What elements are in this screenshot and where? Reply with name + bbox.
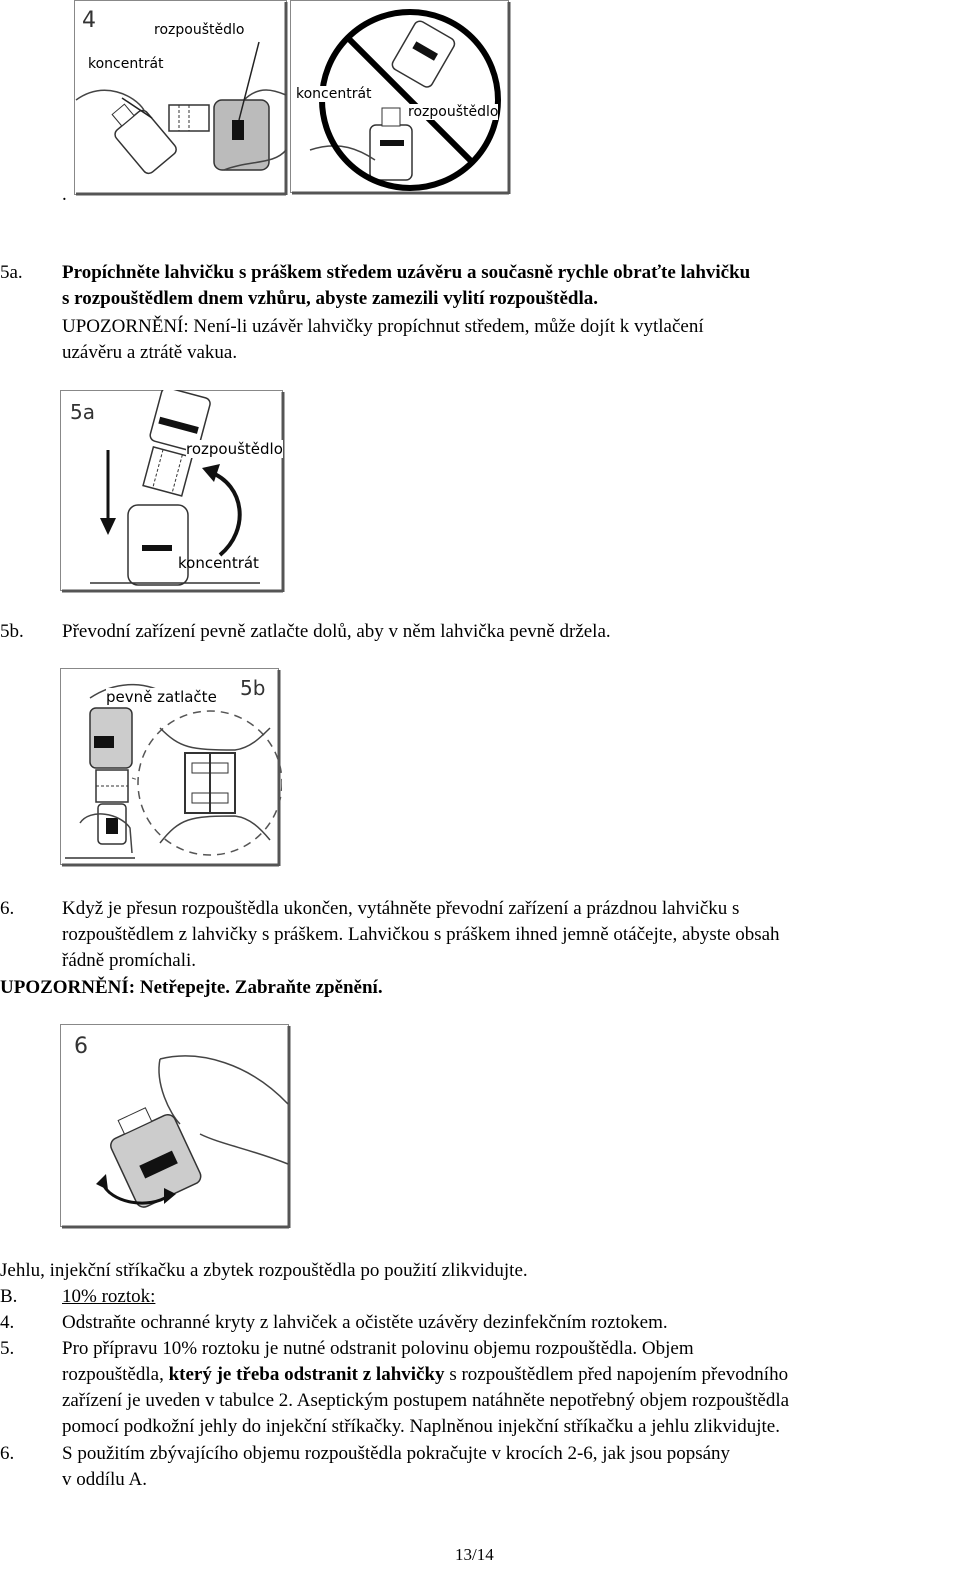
label-solvent: rozpouštědlo [408, 104, 499, 120]
step-text-part: rozpouštědla, [62, 1364, 169, 1385]
step-text-part: s rozpouštědlem před napojením převodního [444, 1364, 789, 1385]
figure-label: pevně zatlačte [106, 688, 217, 706]
step-text-line: zařízení je uveden v tabulce 2. Aseptickým postupem natáhněte nepotřebný objem rozpouštědla [62, 1390, 790, 1411]
step-text-line: S použitím zbývajícího objemu rozpouštědla pokračujte v krocích 2-6, jak jsou popsány [62, 1443, 731, 1464]
step-number: 5b. [0, 621, 24, 642]
label-concentrate: koncentrát [296, 86, 372, 102]
step-text-line: pomocí podkožní jehly do injekční stříkačky. Naplněnou injekční stříkačku a jehlu zlikvidujte. [62, 1416, 780, 1437]
step-text: Převodní zařízení pevně zatlačte dolů, aby v něm lahvička pevně držela. [62, 621, 611, 642]
dispose-instruction: Jehlu, injekční stříkačku a zbytek rozpouštědla po použití zlikvidujte. [0, 1260, 528, 1281]
label-concentrate: koncentrát [88, 56, 164, 72]
figure-4-illustration [74, 0, 288, 196]
label-solvent: rozpouštědlo [154, 22, 245, 38]
warning-text-line: uzávěru a ztrátě vakua. [62, 342, 238, 363]
step-text-line: Propíchněte lahvičku s práškem středem uzávěru a současně rychle obraťte lahvičku [62, 262, 751, 283]
step-number: 5. [0, 1338, 15, 1359]
step-text-line: v oddílu A. [62, 1469, 147, 1490]
step-text-line: Pro přípravu 10% roztoku je nutné odstranit polovinu objemu rozpouštědla. Objem [62, 1338, 694, 1359]
step-text-line: rozpouštědlem z lahvičky s práškem. Lahvičkou s práškem ihned jemně otáčejte, abyste obsah [62, 924, 780, 945]
warning-text-line: UPOZORNĚNÍ: Není-li uzávěr lahvičky propíchnut středem, může dojít k vytlačení [62, 316, 704, 337]
figure-5a-illustration [60, 390, 286, 594]
step-number: 4. [0, 1312, 15, 1333]
step-text-line: s rozpouštědlem dnem vzhůru, abyste zamezili vylití rozpouštědla. [62, 288, 599, 309]
stray-dot: . [62, 184, 67, 205]
warning-text: UPOZORNĚNÍ: Netřepejte. Zabraňte zpěnění. [0, 977, 383, 998]
figure-prohibited-illustration [290, 0, 512, 196]
step-number: 6. [0, 898, 15, 919]
step-text: Odstraňte ochranné kryty z lahviček a očistěte uzávěry dezinfekčním roztokem. [62, 1312, 668, 1333]
step-text-line: řádně promíchali. [62, 950, 197, 971]
step-number: 5a. [0, 262, 23, 283]
figure-number: 6 [74, 1034, 88, 1059]
figure-6-illustration [60, 1024, 292, 1230]
step-number: 6. [0, 1443, 15, 1464]
step-text-line [62, 1362, 788, 1388]
figure-number: 5b [240, 676, 266, 700]
figure-number: 5a [70, 400, 95, 424]
figure-5b-illustration [60, 668, 282, 868]
figure-number: 4 [82, 8, 96, 33]
section-title: 10% roztok: [62, 1286, 156, 1307]
step-text-emphasis: který je třeba odstranit z lahvičky [168, 1364, 445, 1385]
label-concentrate: koncentrát [178, 554, 259, 572]
section-letter: B. [0, 1286, 18, 1307]
label-solvent: rozpouštědlo [186, 440, 283, 458]
page-number: 13/14 [455, 1545, 494, 1564]
step-text-line: Když je přesun rozpouštědla ukončen, vytáhněte převodní zařízení a prázdnou lahvičku s [62, 898, 740, 919]
